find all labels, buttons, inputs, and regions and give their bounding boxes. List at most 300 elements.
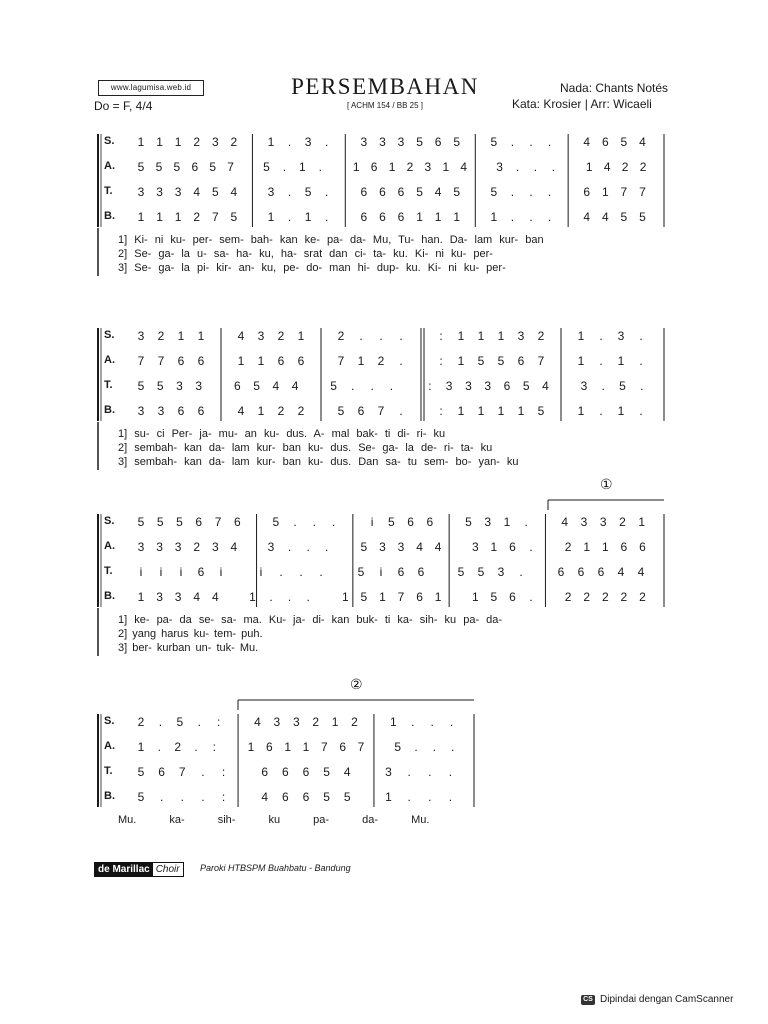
voice-label: S. (104, 135, 115, 147)
note: . (325, 185, 329, 199)
note: 7 (214, 515, 222, 529)
note: . (519, 565, 523, 579)
scanner-watermark (581, 994, 733, 1005)
note: 3 (304, 135, 312, 149)
note: . (180, 790, 184, 804)
voice-label: A. (104, 540, 115, 552)
note: 6 (597, 565, 605, 579)
note: 5 (209, 160, 217, 174)
note: 1 (197, 329, 205, 343)
note: 5 (360, 540, 368, 554)
voice-label: T. (104, 185, 113, 197)
note: 5 (620, 210, 628, 224)
note: 1 (297, 329, 305, 343)
note: 3 (174, 185, 182, 199)
note: 6 (158, 765, 165, 779)
note: 6 (509, 590, 516, 604)
note: 5 (457, 565, 465, 579)
note: . (448, 790, 453, 804)
note: 1 (174, 210, 182, 224)
note: 1 (497, 329, 505, 343)
choir-logo-word: Choir (155, 864, 180, 875)
note: 5 (156, 515, 164, 529)
note: 6 (197, 565, 205, 579)
note: 7 (137, 354, 145, 368)
note: 2 (583, 590, 591, 604)
note: 3 (484, 379, 491, 393)
note: 5 (137, 160, 145, 174)
note: 4 (193, 185, 201, 199)
note: . (282, 160, 287, 174)
note: 4 (237, 404, 245, 418)
note: . (399, 329, 403, 343)
note: 5 (639, 210, 646, 224)
note: . (639, 354, 643, 368)
note: 3 (385, 765, 392, 779)
note: 1 (137, 590, 145, 604)
melody-credit: Nada: Chants Notés (560, 81, 669, 95)
note: 6 (416, 590, 423, 604)
note: . (547, 210, 552, 224)
voice-label: B. (104, 790, 115, 802)
note: 3 (137, 185, 145, 199)
note: . (601, 379, 605, 393)
note: 3 (176, 379, 183, 393)
voice-label: T. (104, 565, 113, 577)
note: 1 (638, 515, 646, 529)
note: . (287, 210, 292, 224)
note: 7 (357, 740, 365, 754)
note: . (428, 765, 432, 779)
note: . (599, 354, 603, 368)
note: 2 (537, 329, 545, 343)
note: 3 (517, 329, 525, 343)
note: 4 (237, 329, 245, 343)
note: 1 (442, 160, 450, 174)
voice-label: B. (104, 404, 115, 416)
note: . (599, 404, 603, 418)
voice-label: A. (104, 740, 115, 752)
note: 1 (388, 160, 396, 174)
note: 2 (601, 590, 609, 604)
note: 5 (465, 515, 472, 529)
voice-label: S. (104, 515, 115, 527)
note: 3 (397, 540, 405, 554)
note: 7 (337, 354, 345, 368)
note: . (379, 329, 383, 343)
note: . (448, 765, 453, 779)
note: 3 (195, 379, 203, 393)
note: 1 (137, 740, 145, 754)
note: 4 (637, 565, 645, 579)
note: . (529, 210, 533, 224)
note: 3 (137, 329, 145, 343)
note: 3 (267, 540, 275, 554)
note: 1 (457, 354, 465, 368)
note: 6 (417, 565, 425, 579)
note: 5 (330, 379, 337, 393)
note: 6 (503, 379, 511, 393)
song-title: PERSEMBAHAN (291, 74, 479, 99)
note: 1 (601, 540, 609, 554)
note: . (515, 160, 520, 174)
voice-label: B. (104, 210, 115, 222)
note: 3 (445, 379, 453, 393)
note: 1 (601, 185, 609, 199)
note: 1 (247, 740, 255, 754)
note: 1 (174, 135, 182, 149)
note: 6 (620, 540, 628, 554)
note: : (439, 329, 443, 343)
note: 2 (193, 210, 201, 224)
note: 1 (457, 404, 465, 418)
note: 7 (157, 354, 165, 368)
note: . (524, 515, 528, 529)
note: 3 (471, 540, 479, 554)
note: 7 (620, 185, 628, 199)
note: 5 (388, 515, 395, 529)
note: . (599, 329, 603, 343)
note: 1 (577, 329, 585, 343)
note: 2 (351, 715, 358, 729)
note: 1 (299, 160, 306, 174)
note: 1 (503, 515, 511, 529)
note: . (510, 185, 515, 199)
note: 5 (416, 185, 423, 199)
note: 6 (177, 404, 185, 418)
note: 6 (577, 565, 585, 579)
note: 5 (137, 790, 145, 804)
note: 1 (617, 354, 625, 368)
note: 4 (639, 135, 646, 149)
scanner-text: Dipindai dengan CamScanner (600, 994, 734, 1005)
note: . (547, 185, 552, 199)
note: : (439, 354, 443, 368)
note: 7 (639, 185, 646, 199)
voice-label: T. (104, 379, 113, 391)
note: 3 (174, 540, 182, 554)
note: . (533, 160, 538, 174)
note: 2 (564, 540, 572, 554)
note: 1 (471, 590, 479, 604)
choir-logo (94, 862, 184, 877)
note: 1 (257, 354, 265, 368)
note: 5 (253, 379, 260, 393)
note: 2 (297, 404, 305, 418)
note: 4 (434, 540, 442, 554)
note: 5 (490, 185, 498, 199)
note: . (639, 404, 643, 418)
voice-label: S. (104, 329, 115, 341)
note: 3 (617, 329, 625, 343)
note: 3 (360, 135, 368, 149)
note: . (157, 740, 161, 754)
note: 3 (156, 590, 163, 604)
note: 2 (193, 540, 201, 554)
note: . (529, 135, 533, 149)
note: 2 (312, 715, 320, 729)
note: 3 (156, 185, 163, 199)
note: 6 (360, 185, 368, 199)
note: . (325, 210, 329, 224)
note: . (411, 715, 415, 729)
note: 7 (178, 765, 186, 779)
note: 6 (583, 185, 591, 199)
note: 1 (453, 210, 461, 224)
note: 5 (360, 590, 368, 604)
key-signature: Do = F, 4/4 (94, 99, 153, 113)
note: . (306, 590, 310, 604)
note: 3 (174, 590, 182, 604)
note: 4 (272, 379, 280, 393)
note: 1 (249, 590, 256, 604)
choir-logo-name: de Marillac (95, 863, 153, 876)
note: . (158, 715, 163, 729)
note: 2 (639, 160, 647, 174)
note: 6 (639, 540, 646, 554)
note: 1 (477, 329, 485, 343)
note: 1 (267, 210, 275, 224)
note: 1 (577, 404, 585, 418)
note: 6 (191, 160, 199, 174)
note: 5 (323, 765, 330, 779)
note: . (287, 135, 292, 149)
note: . (399, 354, 403, 368)
note: 3 (484, 515, 491, 529)
note: . (318, 160, 322, 174)
note: 6 (282, 765, 289, 779)
note: . (293, 515, 297, 529)
note: . (319, 565, 323, 579)
note: 1 (490, 210, 498, 224)
note: . (197, 715, 201, 729)
note: . (529, 540, 533, 554)
note: : (439, 404, 443, 418)
note: 3 (465, 379, 472, 393)
note: 1 (156, 210, 163, 224)
note: i (379, 565, 383, 579)
note: 1 (585, 160, 593, 174)
lyric-line: 3] Se- ga- la pi- kir- an- ku, pe- do- man hi- dup- ku. Ki- ni ku- per- (118, 262, 506, 274)
note: 4 (561, 515, 569, 529)
note: 5 (497, 354, 505, 368)
voice-label: T. (104, 765, 113, 777)
note: . (287, 540, 292, 554)
note: 1 (156, 135, 163, 149)
note: 6 (195, 515, 203, 529)
note: 2 (406, 160, 414, 174)
note: 7 (397, 590, 405, 604)
note: . (430, 715, 434, 729)
lyric-line: 1] ke- pa- da se- sa- ma. Ku- ja- di- kan buk- ti ka- sih- ku pa- da- (118, 614, 503, 626)
parish-label: Paroki HTBSPM Buahbatu - Bandung (200, 863, 351, 873)
lyric-line: 1] Ki- ni ku- per- sem- bah- kan ke- pa- da- Mu, Tu- han. Da- lam kur- ban (118, 234, 544, 246)
note: . (639, 329, 643, 343)
note: 5 (211, 185, 219, 199)
note: 5 (357, 565, 365, 579)
note: 6 (397, 210, 405, 224)
note: 5 (453, 185, 461, 199)
note: . (529, 590, 533, 604)
note: i (259, 565, 263, 579)
note: . (428, 790, 432, 804)
note: 1 (490, 540, 498, 554)
note: : (212, 740, 216, 754)
note: 6 (197, 404, 205, 418)
note: 5 (490, 135, 498, 149)
note: 1 (497, 404, 505, 418)
note: 6 (297, 354, 305, 368)
note: 1 (390, 715, 397, 729)
note: 5 (416, 135, 423, 149)
note: 5 (477, 565, 485, 579)
note: 1 (302, 740, 310, 754)
note: 5 (176, 715, 184, 729)
lyrics-arranger-credit: Kata: Krosier | Arr: Wicaeli (512, 97, 652, 111)
voice-label: B. (104, 590, 115, 602)
lyric-line: 2] Se- ga- la u- sa- ha- ku, ha- srat dan ci- ta- ku. Ki- ni ku- per- (118, 248, 493, 260)
note: 1 (137, 210, 145, 224)
note: 2 (620, 590, 628, 604)
note: 5 (337, 404, 345, 418)
note: 6 (557, 565, 565, 579)
note: 1 (357, 354, 365, 368)
note: . (194, 740, 198, 754)
note: 4 (583, 210, 591, 224)
note: . (279, 565, 283, 579)
note: : (216, 715, 221, 729)
note: . (449, 715, 454, 729)
note: 6 (601, 135, 609, 149)
note: 1 (257, 404, 265, 418)
voice-label: A. (104, 160, 115, 172)
note: 6 (426, 515, 434, 529)
note: 3 (580, 379, 588, 393)
note: . (414, 740, 418, 754)
lyric-line: 3] ber- kurban un- tuk- Mu. (118, 642, 259, 654)
note: : (428, 379, 432, 393)
note: i (370, 515, 374, 529)
camscanner-icon: CS (581, 995, 595, 1005)
note: . (201, 765, 205, 779)
note: 7 (211, 210, 219, 224)
note: 1 (416, 210, 423, 224)
note: 5 (522, 379, 530, 393)
note: . (529, 185, 533, 199)
note: : (221, 765, 226, 779)
website-label: www.lagumisa.web.id (98, 80, 204, 96)
note: 5 (537, 404, 545, 418)
note: 3 (292, 715, 300, 729)
note: 6 (339, 740, 346, 754)
note: . (325, 135, 329, 149)
note: 1 (583, 540, 591, 554)
note: 6 (177, 354, 185, 368)
note: : (221, 790, 226, 804)
note: . (510, 135, 515, 149)
note: 4 (261, 790, 269, 804)
note: 3 (497, 565, 505, 579)
note: 3 (379, 540, 386, 554)
lyric-line: 2] yang harus ku- tem- puh. (118, 628, 263, 640)
note: 4 (583, 135, 591, 149)
note: 4 (601, 210, 609, 224)
lyric-line: 2] sembah- kan da- lam kur- ban ku- dus. Se- ga- la de- ri- ta- ku (118, 442, 493, 454)
note: . (399, 404, 403, 418)
note: 6 (434, 135, 442, 149)
note: 1 (477, 404, 485, 418)
note: 5 (304, 185, 312, 199)
note: . (312, 515, 316, 529)
note: 6 (517, 354, 525, 368)
note: 4 (211, 590, 219, 604)
note: . (351, 379, 355, 393)
note: . (640, 379, 644, 393)
note: 3 (273, 715, 281, 729)
note: 5 (155, 160, 163, 174)
note: 1 (457, 329, 465, 343)
note: 2 (639, 590, 646, 604)
note: . (547, 135, 552, 149)
note: 1 (284, 740, 291, 754)
note: 4 (230, 540, 238, 554)
note: 7 (377, 404, 385, 418)
note: 1 (379, 590, 386, 604)
note: 3 (257, 329, 265, 343)
note: 4 (617, 565, 625, 579)
note: 2 (277, 329, 285, 343)
note: 6 (379, 185, 386, 199)
note: 5 (156, 379, 164, 393)
note: 2 (337, 329, 345, 343)
note: 6 (277, 354, 285, 368)
note: 6 (233, 515, 241, 529)
voice-label: S. (104, 715, 115, 727)
note: 6 (302, 790, 310, 804)
note: 1 (237, 354, 245, 368)
note: . (269, 590, 273, 604)
note: 5 (477, 354, 485, 368)
note: 3 (379, 135, 386, 149)
note: 2 (157, 329, 165, 343)
note: . (432, 740, 436, 754)
note: . (370, 379, 374, 393)
note: i (139, 565, 143, 579)
note: . (306, 540, 310, 554)
note: 2 (619, 515, 626, 529)
note: 5 (620, 135, 628, 149)
note: 5 (323, 790, 330, 804)
note: 3 (424, 160, 432, 174)
note: 6 (407, 515, 414, 529)
lyric-line: Mu. ka- sih- ku pa- da- Mu. (118, 814, 430, 826)
note: 1 (177, 329, 185, 343)
note: 5 (173, 160, 181, 174)
note: . (331, 515, 336, 529)
note: . (389, 379, 394, 393)
note: 5 (137, 765, 145, 779)
note: 6 (509, 540, 516, 554)
note: 5 (490, 590, 498, 604)
note: 2 (193, 135, 201, 149)
note: 1 (434, 590, 442, 604)
note: 1 (267, 135, 275, 149)
lyric-line: 1] su- ci Per- ja- mu- an ku- dus. A- mal bak- ti di- ri- ku (118, 428, 446, 440)
note: 7 (227, 160, 234, 174)
note: 5 (137, 515, 145, 529)
volta-ending-label: ① (600, 476, 613, 492)
note: 2 (137, 715, 145, 729)
